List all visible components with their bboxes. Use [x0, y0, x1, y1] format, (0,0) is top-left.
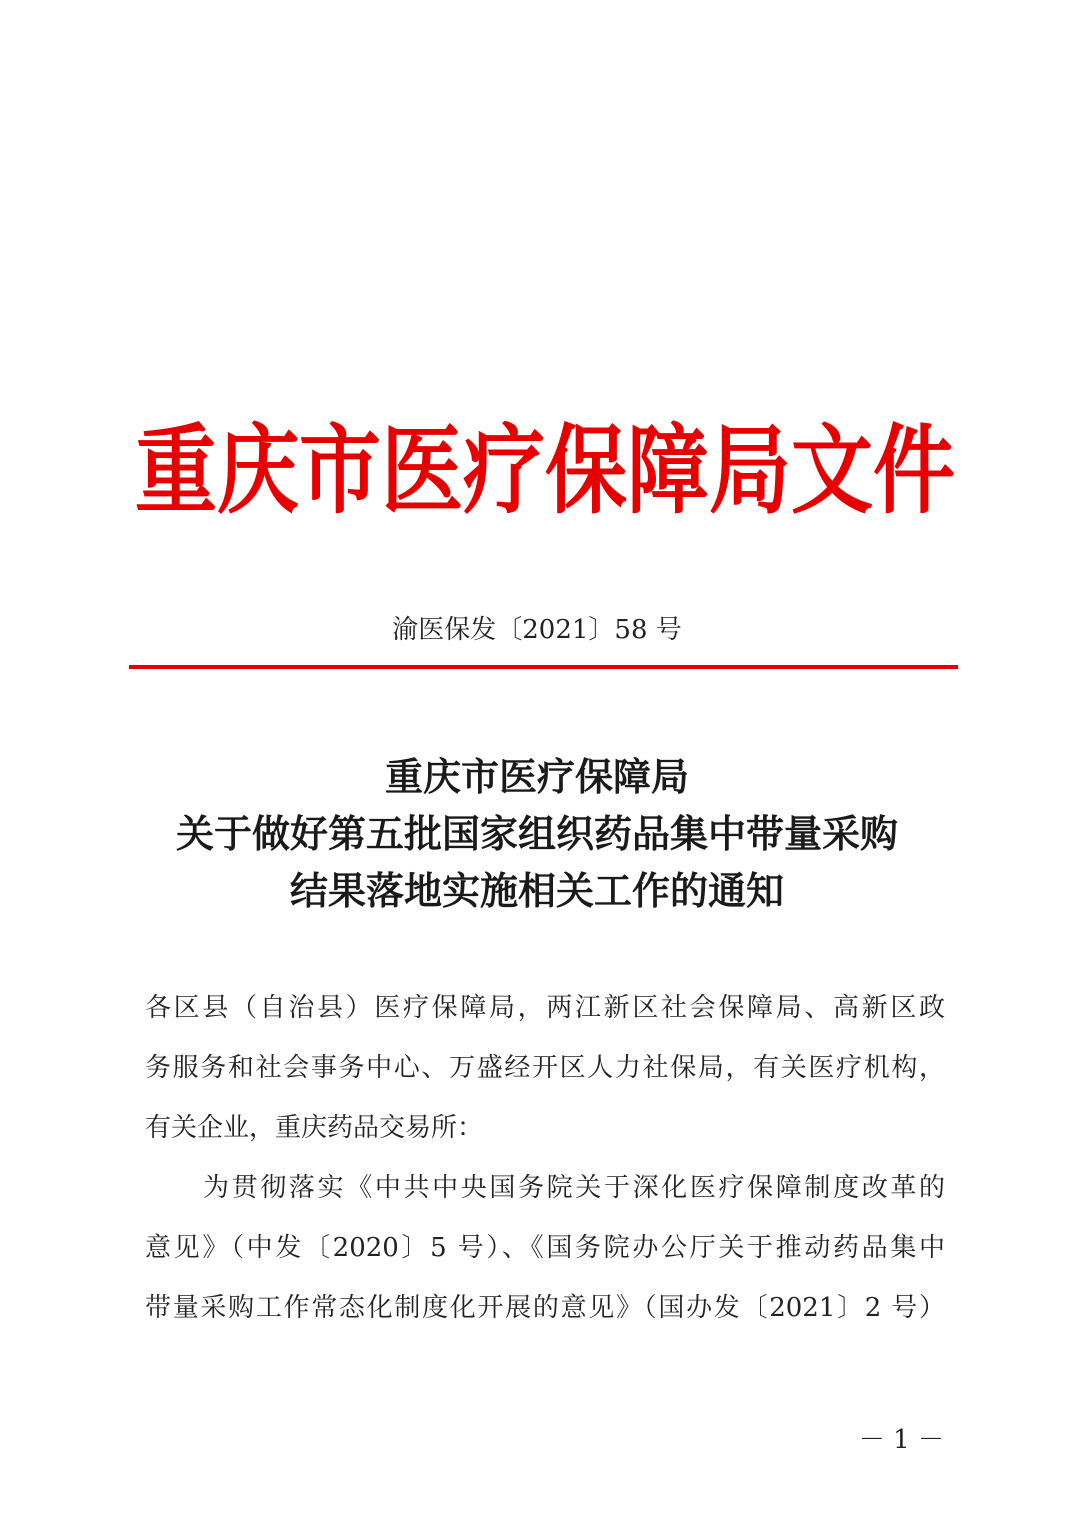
body-text-line: 带量采购工作常态化制度化开展的意见》（国办发〔2021〕2 号）	[145, 1293, 945, 1323]
title-line: 关于做好第五批国家组织药品集中带量采购	[175, 811, 898, 856]
page-number: － 1 －	[858, 1425, 944, 1455]
title-line: 结果落地实施相关工作的通知	[289, 868, 784, 913]
document-body	[145, 978, 945, 1338]
document-number: 渝医保发〔2021〕58 号	[392, 615, 682, 645]
addressee-line: 各区县（自治县）医疗保障局，两江新区社会保障局、高新区政	[145, 993, 945, 1023]
addressee-line: 务服务和社会事务中心、万盛经开区人力社保局，有关医疗机构，	[145, 1053, 945, 1083]
red-divider-line	[129, 665, 958, 669]
body-text-line: 意见》（中发〔2020〕5 号）、《国务院办公厅关于推动药品集中	[145, 1233, 945, 1263]
body-text-line: 为贯彻落实《中共中央国务院关于深化医疗保障制度改革的	[203, 1173, 945, 1203]
title-line: 重庆市医疗保障局	[384, 754, 689, 799]
red-header-title: 重庆市医疗保障局文件	[134, 415, 955, 528]
document-title	[0, 748, 1074, 919]
addressee-line: 有关企业，重庆药品交易所：	[145, 1113, 484, 1143]
